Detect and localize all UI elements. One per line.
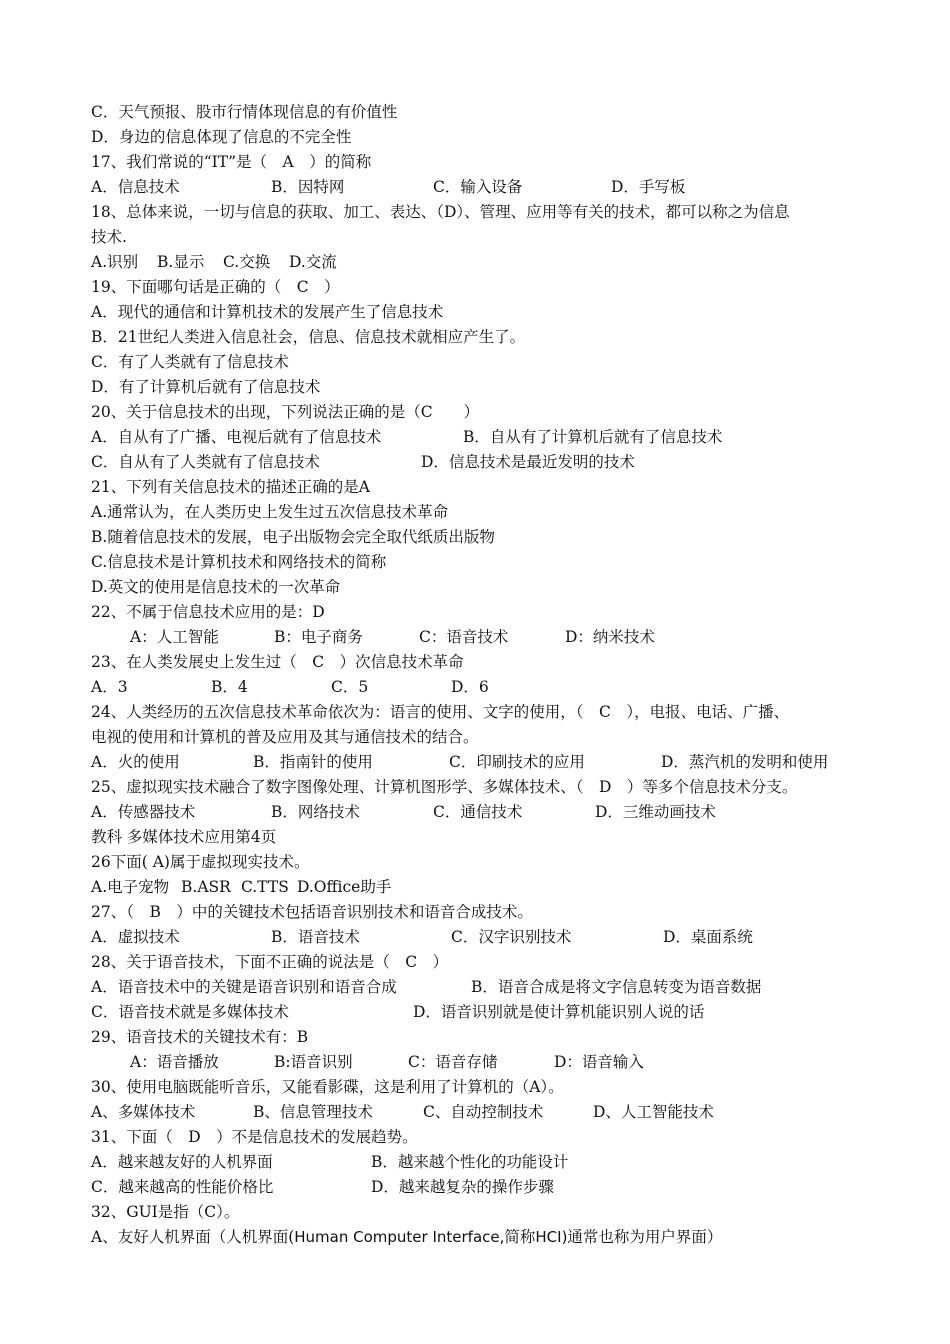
option-b: B:语音识别 xyxy=(274,1053,353,1071)
options-20-ab xyxy=(91,425,890,450)
option-d: D.交流 xyxy=(289,253,337,271)
option-a: A：人工智能 xyxy=(130,628,219,646)
option-d: D.Office助手 xyxy=(297,878,392,896)
option-a: A．信息技术 xyxy=(91,178,180,196)
option-a: A.电子宠物 xyxy=(91,878,170,896)
option-a: A.识别 xyxy=(91,253,139,271)
option-b: B．越来越个性化的功能设计 xyxy=(371,1153,569,1171)
option-c: C．越来越高的性能价格比 xyxy=(91,1178,274,1196)
option-line: D.英文的使用是信息技术的一次革命 xyxy=(91,578,341,596)
question-18: 18、总体来说，一切与信息的获取、加工、表达、（D）、管理、应用等有关的技术，都可以称之为信息 xyxy=(91,203,790,221)
question-25: 25、虚拟现实技术融合了数字图像处理、计算机图形学、多媒体技术、（ D ）等多个信息技术分支。 xyxy=(91,778,798,796)
option-line: C．天气预报、股市行情体现信息的有价值性 xyxy=(91,103,398,121)
option-c: C．5 xyxy=(331,678,369,696)
option-line: C.信息技术是计算机技术和网络技术的简称 xyxy=(91,553,387,571)
option-c: C．印刷技术的应用 xyxy=(449,753,585,771)
option-c: C、自动控制技术 xyxy=(423,1103,544,1121)
option-line: B.随着信息技术的发展，电子出版物会完全取代纸质出版物 xyxy=(91,528,495,546)
question-26: 26下面( A)属于虚拟现实技术。 xyxy=(91,853,310,871)
option-line: D．身边的信息体现了信息的不完全性 xyxy=(91,128,352,146)
options-30 xyxy=(91,1100,890,1125)
option-d: D．6 xyxy=(451,678,489,696)
option-a: A．虚拟技术 xyxy=(91,928,180,946)
options-18 xyxy=(91,250,890,275)
options-28-cd xyxy=(91,1000,890,1025)
options-26 xyxy=(91,875,890,900)
option-d: D：纳米技术 xyxy=(565,628,655,646)
option-c: C.交换 xyxy=(223,253,271,271)
option-d: D．越来越复杂的操作步骤 xyxy=(371,1178,554,1196)
option-d: D：语音输入 xyxy=(554,1053,644,1071)
question-24: 24、人类经历的五次信息技术革命依次为：语言的使用、文字的使用，（ C ），电报、电话、广播、 xyxy=(91,703,790,721)
page-footer-note: 教科 多媒体技术应用第4页 xyxy=(91,828,277,846)
options-24 xyxy=(91,750,890,775)
option-a: A．语音技术中的关键是语音识别和语音合成 xyxy=(91,978,397,996)
options-31-cd xyxy=(91,1175,890,1200)
option-line: C．有了人类就有了信息技术 xyxy=(91,353,289,371)
question-27: 27、（ B ）中的关键技术包括语音识别技术和语音合成技术。 xyxy=(91,903,533,921)
options-27 xyxy=(91,925,890,950)
option-a-text: A、友好人机界面（人机界面( xyxy=(91,1228,295,1246)
option-a: A．传感器技术 xyxy=(91,803,196,821)
question-17: 17、我们常说的“IT”是（ A ）的简称 xyxy=(91,153,372,171)
option-d: D、人工智能技术 xyxy=(593,1103,714,1121)
option-b: B：电子商务 xyxy=(274,628,363,646)
option-b: B．指南针的使用 xyxy=(253,753,373,771)
option-a: A．越来越友好的人机界面 xyxy=(91,1153,273,1171)
option-line: A.通常认为，在人类历史上发生过五次信息技术革命 xyxy=(91,503,449,521)
option-line: B．21世纪人类进入信息社会，信息、信息技术就相应产生了。 xyxy=(91,328,526,346)
question-20: 20、关于信息技术的出现，下列说法正确的是（C ） xyxy=(91,403,480,421)
option-d: D．三维动画技术 xyxy=(595,803,716,821)
option-c: C.TTS xyxy=(241,878,289,896)
options-25 xyxy=(91,800,890,825)
question-24-cont: 电视的使用和计算机的普及应用及其与通信技术的结合。 xyxy=(91,728,479,746)
option-line xyxy=(91,1225,890,1250)
option-d: D．手写板 xyxy=(611,178,686,196)
options-17 xyxy=(91,175,890,200)
option-a: A．自从有了广播、电视后就有了信息技术 xyxy=(91,428,382,446)
options-22 xyxy=(130,625,890,650)
options-29 xyxy=(130,1050,890,1075)
question-29: 29、语音技术的关键技术有：B xyxy=(91,1028,309,1046)
option-c: C．通信技术 xyxy=(433,803,523,821)
option-b: B．因特网 xyxy=(271,178,345,196)
options-20-cd xyxy=(91,450,890,475)
option-b: B．语音合成是将文字信息转变为语音数据 xyxy=(471,978,762,996)
option-a-english: Human Computer Interface, xyxy=(294,1228,505,1246)
option-d: D．信息技术是最近发明的技术 xyxy=(421,453,635,471)
option-a: A：语音播放 xyxy=(130,1053,219,1071)
option-b: B.显示 xyxy=(157,253,205,271)
question-21: 21、下列有关信息技术的描述正确的是A xyxy=(91,478,370,496)
option-c: C．语音技术就是多媒体技术 xyxy=(91,1003,289,1021)
option-b: B.ASR xyxy=(181,878,231,896)
option-a: A、多媒体技术 xyxy=(91,1103,196,1121)
option-c: C．自从有了人类就有了信息技术 xyxy=(91,453,320,471)
option-d: D．语音识别就是使计算机能识别人说的话 xyxy=(413,1003,705,1021)
option-line: D．有了计算机后就有了信息技术 xyxy=(91,378,321,396)
question-23: 23、在人类发展史上发生过（ C ）次信息技术革命 xyxy=(91,653,464,671)
option-c: C．汉字识别技术 xyxy=(451,928,572,946)
option-d: D．桌面系统 xyxy=(663,928,753,946)
question-18-cont: 技术. xyxy=(91,228,127,246)
options-23 xyxy=(91,675,890,700)
option-c: C．输入设备 xyxy=(433,178,523,196)
option-line: A．现代的通信和计算机技术的发展产生了信息技术 xyxy=(91,303,444,321)
options-28-ab xyxy=(91,975,890,1000)
question-32: 32、GUI是指（C）。 xyxy=(91,1203,240,1221)
option-c: C：语音存储 xyxy=(408,1053,498,1071)
option-a-text: 简称 xyxy=(504,1228,536,1246)
option-a: A．火的使用 xyxy=(91,753,180,771)
question-28: 28、关于语音技术，下面不正确的说法是（ C ） xyxy=(91,953,449,971)
option-b: B．语音技术 xyxy=(271,928,360,946)
option-a-english: HCI) xyxy=(535,1228,568,1246)
option-a: A．3 xyxy=(91,678,128,696)
question-22: 22、不属于信息技术应用的是：D xyxy=(91,603,325,621)
option-b: B．4 xyxy=(211,678,248,696)
question-19: 19、下面哪句话是正确的（ C ） xyxy=(91,278,340,296)
option-b: B、信息管理技术 xyxy=(253,1103,373,1121)
question-31: 31、下面（ D ）不是信息技术的发展趋势。 xyxy=(91,1128,418,1146)
option-d: D．蒸汽机的发明和使用 xyxy=(661,753,829,771)
option-b: B．网络技术 xyxy=(271,803,360,821)
option-c: C：语音技术 xyxy=(419,628,509,646)
options-31-ab xyxy=(91,1150,890,1175)
question-30: 30、使用电脑既能听音乐，又能看影碟，这是利用了计算机的（A）。 xyxy=(91,1078,564,1096)
option-a-text: 通常也称为用户界面） xyxy=(567,1228,723,1246)
option-b: B．自从有了计算机后就有了信息技术 xyxy=(463,428,723,446)
